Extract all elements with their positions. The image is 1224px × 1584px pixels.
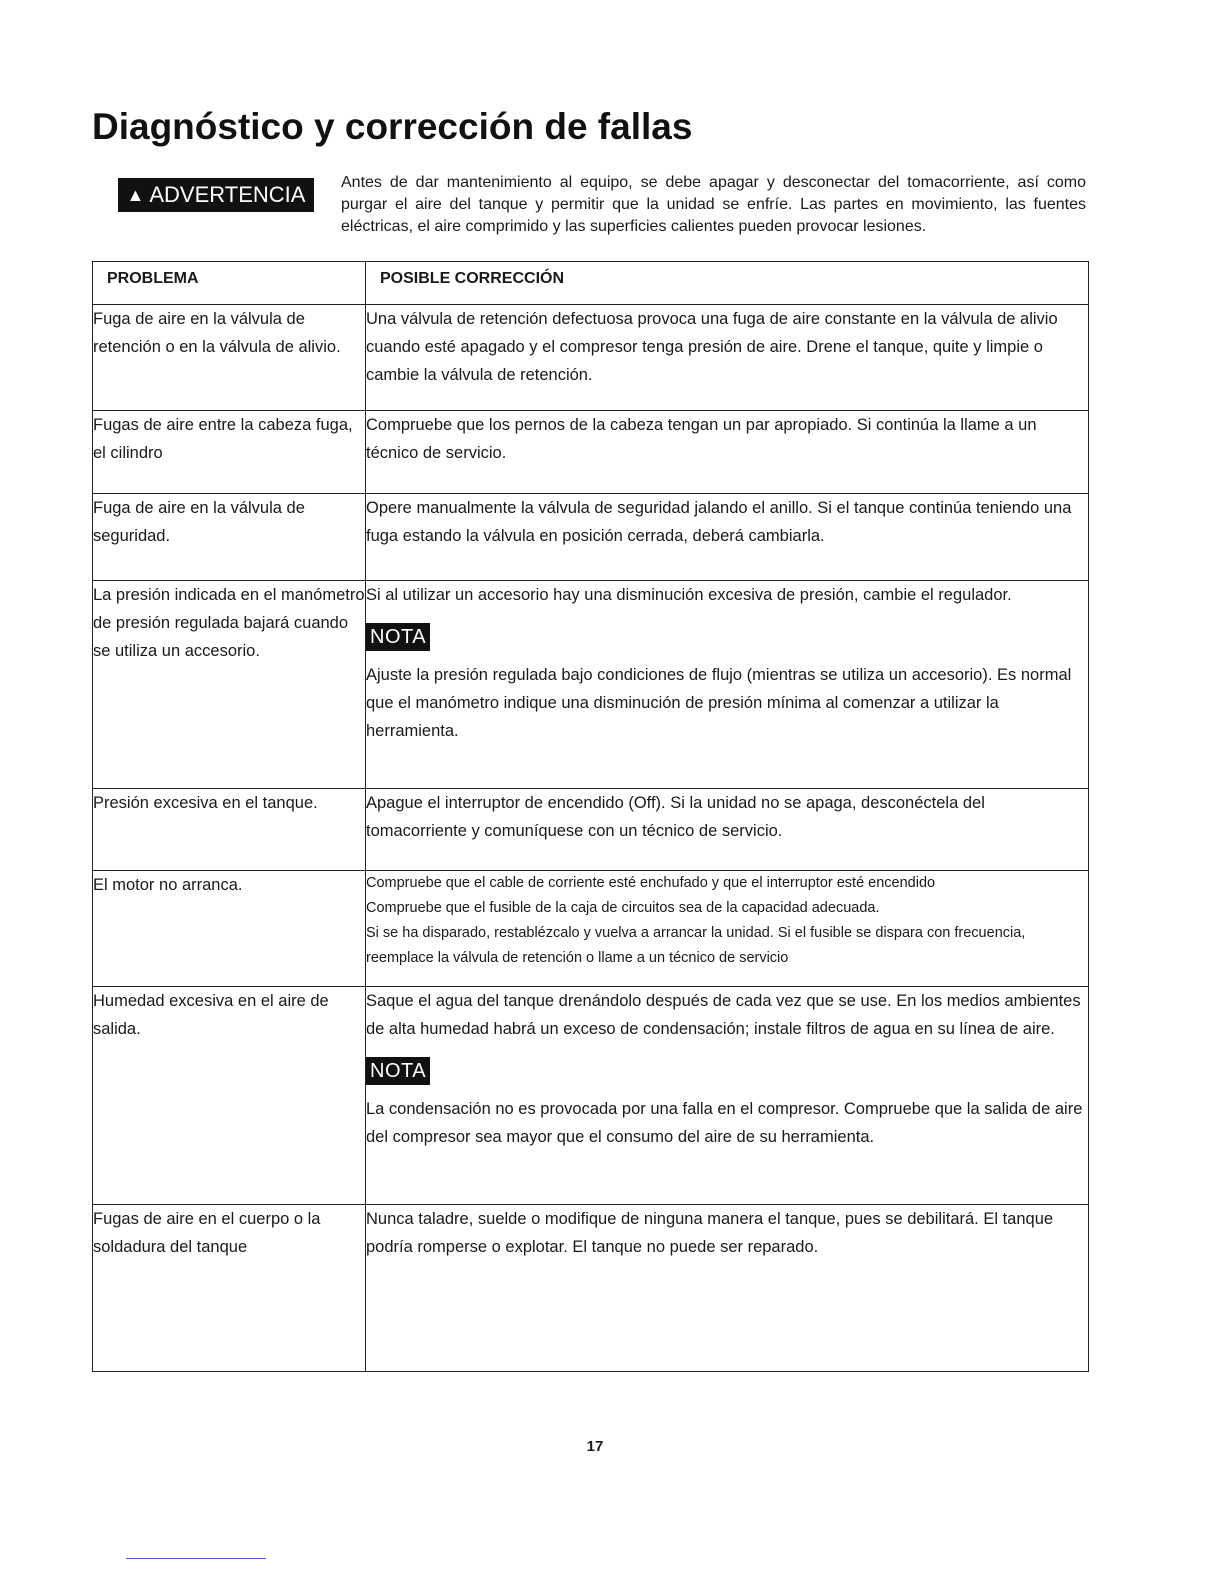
page-title: Diagnóstico y corrección de fallas [92,106,693,147]
table-row [93,305,1089,411]
correction-cell: Una válvula de retención defectuosa provoca una fuga de aire constante en la válvula de alivio cuando esté apagado y el compresor tenga presión de aire. Drene el tanque, quite y limpie o cambie la válvula de retención. [366,305,1089,411]
warning-triangle-icon: ▲ [126,184,145,205]
correction-cell [366,581,1089,789]
table-row [93,987,1089,1205]
nota-text: La condensación no es provocada por una falla en el compresor. Compruebe que la salida de aire del compresor sea mayor que el consumo del aire de su herramienta. [366,1100,1083,1146]
header-problem: PROBLEMA [93,262,366,305]
problem-cell: Fugas de aire entre la cabeza fuga, el cilindro [93,411,366,494]
table-row [93,871,1089,987]
problem-cell: Fuga de aire en la válvula de seguridad. [93,494,366,581]
correction-line: Compruebe que el cable de corriente esté enchufado y que el interruptor esté encendido [366,875,936,891]
correction-cell: Nunca taladre, suelde o modifique de ninguna manera el tanque, pues se debilitará. El tanque podría romperse o explotar. El tanque no puede ser reparado. [366,1205,1089,1372]
nota-label: NOTA [366,623,430,651]
problem-cell: Humedad excesiva en el aire de salida. [93,987,366,1205]
nota-label: NOTA [366,1057,430,1085]
table-row [93,411,1089,494]
correction-cell: Opere manualmente la válvula de seguridad jalando el anillo. Si el tanque continúa teniendo una fuga estando la válvula en posición cerrada, deberá cambiarla. [366,494,1089,581]
problem-cell: El motor no arranca. [93,871,366,987]
nota-text: Ajuste la presión regulada bajo condiciones de flujo (mientras se utiliza un accesorio). Es normal que el manómetro indique una disminución de presión mínima al comenzar a utilizar la herramienta. [366,666,1072,740]
correction-cell: Compruebe que los pernos de la cabeza tengan un par apropiado. Si continúa la llame a un técnico de servicio. [366,411,1089,494]
troubleshooting-table [92,261,1089,1372]
correction-text: Si al utilizar un accesorio hay una disminución excesiva de presión, cambie el regulador. [366,586,1012,604]
table-row [93,1205,1089,1372]
problem-cell: Fuga de aire en la válvula de retención o en la válvula de alivio. [93,305,366,411]
page-number: 17 [586,1438,604,1455]
table-row [93,494,1089,581]
correction-cell [366,987,1089,1205]
problem-cell: Fugas de aire en el cuerpo o la soldadura del tanque [93,1205,366,1372]
problem-cell: La presión indicada en el manómetro de presión regulada bajará cuando se utiliza un accesorio. [93,581,366,789]
header-correction: POSIBLE CORRECCIÓN [366,262,1089,305]
correction-line: Compruebe que el fusible de la caja de circuitos sea de la capacidad adecuada. [366,900,880,916]
correction-text: Saque el agua del tanque drenándolo después de cada vez que se use. En los medios ambientes de alta humedad habrá un exceso de condensación; instale filtros de agua en su línea de aire. [366,992,1081,1038]
correction-cell: Apague el interruptor de encendido (Off). Si la unidad no se apaga, desconéctela del tomacorriente y comuníquese con un técnico de servicio. [366,789,1089,871]
problem-cell: Presión excesiva en el tanque. [93,789,366,871]
table-row [93,789,1089,871]
table-header-row [93,262,1089,305]
warning-text: Antes de dar mantenimiento al equipo, se debe apagar y desconectar del tomacorriente, así como purgar el aire del tanque y permitir que la unidad se enfríe. Las partes en movimiento, las fuentes eléctricas, el aire comprimido y las superficies calientes pueden provocar lesiones. [341,174,1086,235]
table-row [93,581,1089,789]
warning-label-text: ADVERTENCIA [149,182,306,207]
warning-label [118,178,314,212]
footer-divider [126,1558,266,1559]
correction-line: Si se ha disparado, restablézcalo y vuelva a arrancar la unidad. Si el fusible se dispara con frecuencia, reemplace la válvula de retención o llame a un técnico de servicio [366,925,1026,966]
correction-cell [366,871,1089,987]
